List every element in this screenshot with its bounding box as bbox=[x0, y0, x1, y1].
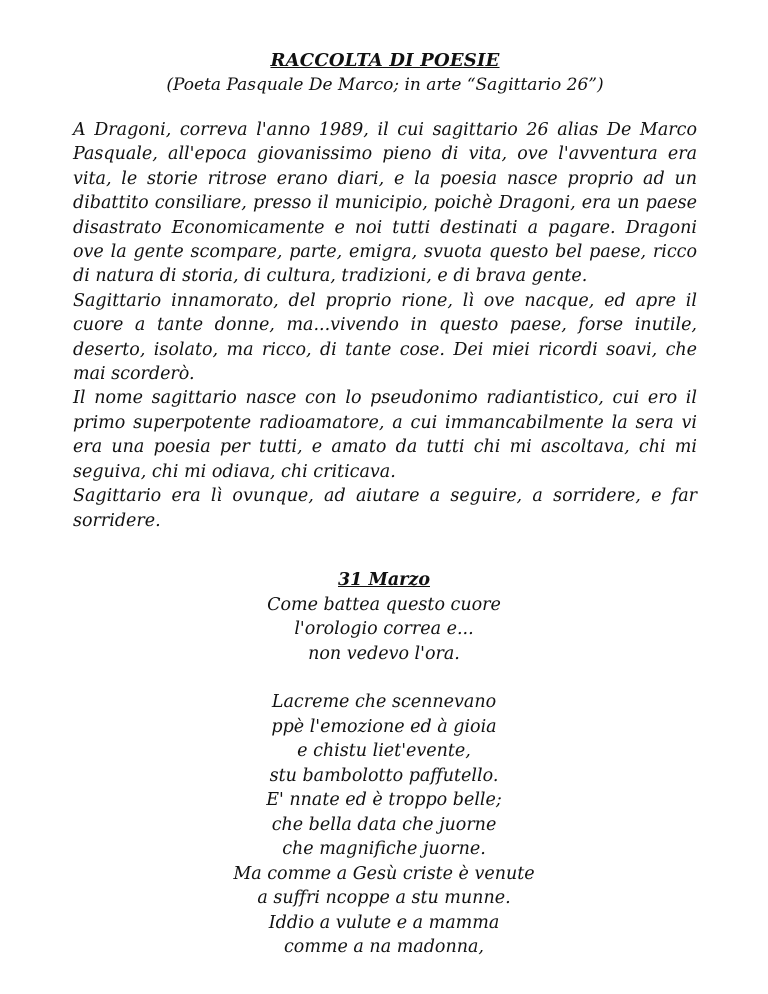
document-page bbox=[73, 48, 697, 533]
poem-verse: stu bambolotto paffutello. bbox=[269, 765, 499, 786]
intro-paragraph: A Dragoni, correva l'anno 1989, il cui sagittario 26 alias De Marco Pasquale, all'epoca giovanissimo pieno di vita, ove l'avventura era vita, le storie ritrose erano diari, e la poesia nasce proprio ad un dibattito consiliare, presso il municipio, poichè Dragoni, era un paese disastrato Economicamente e noi tutti destinati a pagare. Dragoni ove la gente scompare, parte, emigra, svuota questo bel paese, ricco di natura di storia, di cultura, tradizioni, e di brava gente. bbox=[73, 120, 697, 287]
poem-title: 31 Marzo bbox=[338, 570, 430, 590]
poem-verse: Come battea questo cuore bbox=[267, 594, 501, 615]
intro-paragraph: Il nome sagittario nasce con lo pseudonimo radiantistico, cui ero il primo superpotente radioamatore, a cui immancabilmente la sera vi era una poesia per tutti, e amato da tutti chi mi ascoltava, chi mi seguiva, chi mi odiava, chi criticava. bbox=[73, 388, 697, 482]
poem-verse: Iddio a vulute e a mamma bbox=[268, 912, 500, 933]
poem-title-wrapper bbox=[0, 568, 768, 593]
document-subtitle: (Poeta Pasquale De Marco; in arte “Sagittario 26”) bbox=[166, 75, 604, 95]
poem-verse: l'orologio correa e... bbox=[294, 619, 474, 639]
poem-verse: a suffri ncoppe a stu munne. bbox=[257, 888, 511, 908]
poem-verse: che bella data che juorne bbox=[271, 814, 497, 835]
poem bbox=[0, 568, 768, 984]
document-title: RACCOLTA DI POESIE bbox=[270, 50, 500, 71]
poem-verse: comme a na madonna, bbox=[283, 937, 484, 957]
intro-paragraph: Sagittario era lì ovunque, ad aiutare a seguire, a sorridere, e far sorridere. bbox=[73, 486, 697, 531]
poem-stanza bbox=[0, 593, 768, 667]
poem-stanza bbox=[0, 690, 768, 960]
poem-verse: ppè l'emozione ed à gioia bbox=[271, 716, 497, 737]
intro-paragraph: Sagittario innamorato, del proprio rione, lì ove nacque, ed apre il cuore a tante donne, ma...vivendo in questo paese, forse inutile, deserto, isolato, ma ricco, di tante cose. Dei miei ricordi soavi, che mai scorderò. bbox=[73, 290, 697, 385]
introduction-text bbox=[73, 118, 697, 533]
poem-verse: Lacreme che scennevano bbox=[271, 692, 497, 712]
poem-verse: che magnifiche juorne. bbox=[282, 839, 486, 859]
poem-verse: non vedevo l'ora. bbox=[308, 643, 460, 664]
poem-verse: E' nnate ed è troppo belle; bbox=[266, 790, 502, 810]
poem-verse: e chistu liet'evente, bbox=[297, 741, 471, 761]
poem-verse: Ma comme a Gesù criste è venute bbox=[233, 863, 535, 884]
